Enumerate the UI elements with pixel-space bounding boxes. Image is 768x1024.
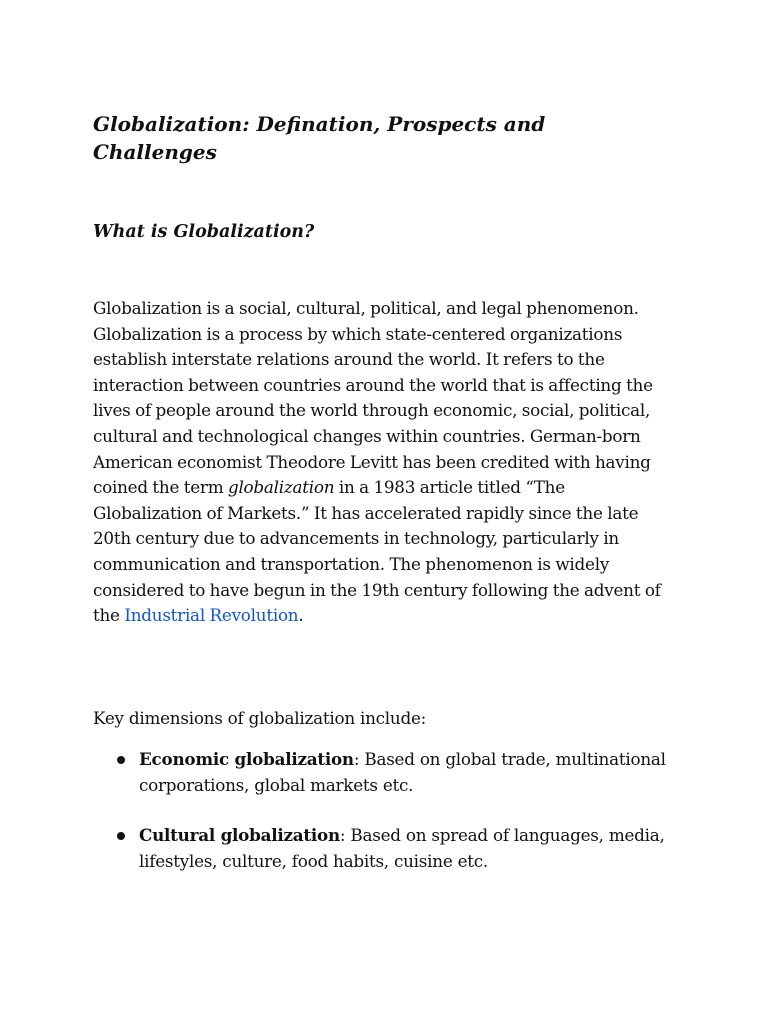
list-item-description: : Based on spread of languages, media, lifestyles, culture, food habits, cuisine etc. (139, 825, 665, 871)
dimensions-intro: Key dimensions of globalization include: (93, 708, 427, 728)
section-heading: What is Globalization? (93, 222, 315, 242)
list-item-description: : Based on global trade, multinational corporations, global markets etc. (139, 749, 666, 795)
paragraph-text-start: Globalization is a social, cultural, political, and legal phenomenon. Globalization is a process by which state-centered organizations establish interstate relations around the world. It refers to the interaction between countries around the world that is affecting the lives of people around the world through economic, social, political, cultural and technological changes within countries. German-born American economist Theodore Levitt has been credited with having coined the term (93, 298, 653, 498)
body-paragraph (93, 296, 673, 629)
paragraph-text-middle: in a 1983 article titled “The Globalization of Markets.” It has accelerated rapidly since the late 20th century due to advancements in technology, particularly in communication and transportation. The phenomenon is widely considered to have begun in the 19th century following the advent of the (93, 477, 661, 626)
list-item-label: Economic globalization (139, 749, 354, 769)
paragraph-term: globalization (227, 477, 335, 498)
industrial-revolution-link[interactable]: Industrial Revolution (124, 605, 299, 626)
document-title: Globalization: Defination, Prospects and Challenges (93, 112, 546, 164)
list-item-label: Cultural globalization (139, 825, 340, 846)
dimensions-list (93, 747, 673, 899)
list-item (93, 747, 673, 798)
paragraph-text-end: . (298, 605, 304, 626)
bullet-icon (117, 756, 125, 764)
bullet-icon (117, 832, 125, 840)
list-item (93, 823, 673, 874)
